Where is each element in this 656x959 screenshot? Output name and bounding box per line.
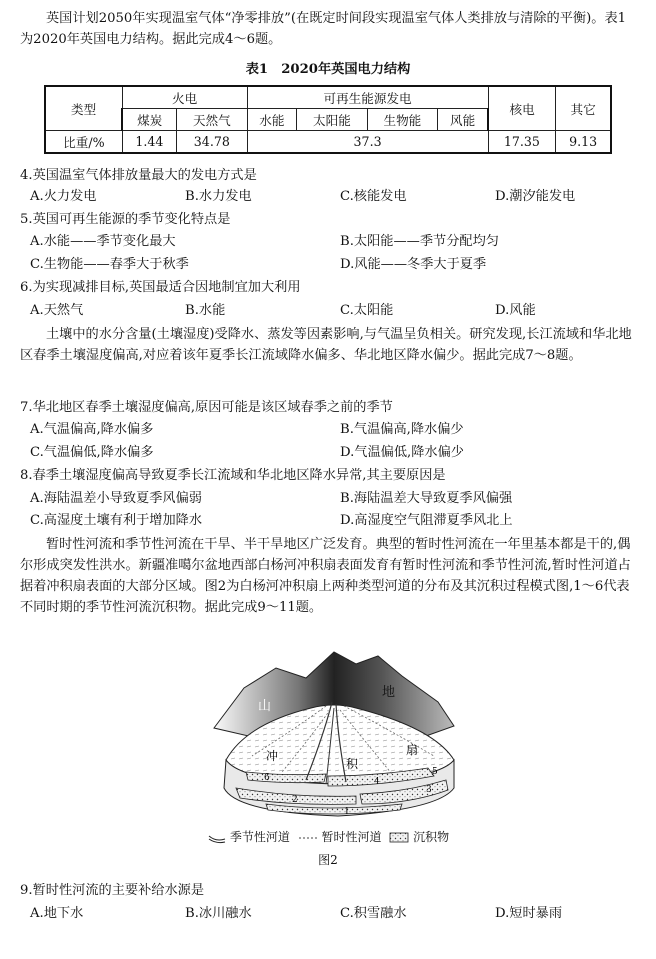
question-8-options-row2 bbox=[30, 510, 636, 531]
subheader-coal: 煤炭 bbox=[122, 109, 176, 131]
intro-passage-2: 土壤中的水分含量(土壤湿度)受降水、蒸发等因素影响,与气温呈负相关。研究发现,长江流域和华北地区春季土壤湿度偏高,对应着该年夏季长江流域降水偏多、华北地区降水偏少。据此完成7～8题。 bbox=[20, 327, 632, 363]
question-8-options-row1 bbox=[30, 488, 636, 509]
label-num-6: 6 bbox=[264, 773, 270, 783]
legend-seasonal-label: 季节性河道 bbox=[229, 830, 290, 844]
q6-option-a[interactable]: A.天然气 bbox=[30, 303, 84, 318]
question-4-stem: 4.英国温室气体排放量最大的发电方式是 bbox=[20, 168, 257, 183]
q5-option-b[interactable]: B.太阳能——季节分配均匀 bbox=[340, 234, 499, 249]
temporary-channel-legend-icon bbox=[298, 832, 318, 844]
label-shan: 山 bbox=[258, 699, 272, 714]
question-7-options-row1 bbox=[30, 419, 636, 440]
table-caption: 表1 2020年英国电力结构 bbox=[245, 62, 411, 77]
q5-option-d[interactable]: D.风能——冬季大于夏季 bbox=[340, 257, 487, 272]
question-6-stem: 6.为实现减排目标,英国最适合因地制宜加大利用 bbox=[20, 280, 301, 295]
sediment-legend-icon bbox=[389, 832, 409, 843]
label-num-5: 5 bbox=[432, 767, 438, 777]
q9-option-d[interactable]: D.短时暴雨 bbox=[495, 906, 563, 921]
q4-option-b[interactable]: B.水力发电 bbox=[185, 189, 252, 204]
header-renewable: 可再生能源发电 bbox=[247, 86, 488, 109]
subheader-hydro: 水能 bbox=[247, 109, 297, 131]
power-structure-table bbox=[44, 85, 612, 154]
question-6-options bbox=[30, 300, 636, 321]
intro-passage-1: 英国计划2050年实现温室气体“净零排放”(在既定时间段实现温室气体人类排放与清除的平衡)。表1为2020年英国电力结构。据此完成4～6题。 bbox=[20, 11, 627, 47]
row-label: 比重/% bbox=[45, 131, 122, 154]
alluvial-fan-diagram bbox=[206, 648, 462, 853]
question-9-options bbox=[30, 903, 636, 924]
question-5-stem: 5.英国可再生能源的季节变化特点是 bbox=[20, 212, 231, 227]
label-di: 地 bbox=[382, 685, 396, 700]
q4-option-c[interactable]: C.核能发电 bbox=[340, 189, 407, 204]
q9-option-a[interactable]: A.地下水 bbox=[30, 906, 84, 921]
q7-option-d[interactable]: D.气温偏低,降水偏少 bbox=[340, 445, 464, 460]
question-4-options bbox=[30, 186, 636, 207]
header-other: 其它 bbox=[556, 86, 611, 131]
q5-option-c[interactable]: C.生物能——春季大于秋季 bbox=[30, 257, 189, 272]
header-nuclear: 核电 bbox=[488, 86, 556, 131]
subheader-gas: 天然气 bbox=[177, 109, 247, 131]
q4-option-a[interactable]: A.火力发电 bbox=[30, 189, 97, 204]
legend-temp-label: 暂时性河道 bbox=[321, 830, 382, 844]
header-type: 类型 bbox=[45, 86, 122, 131]
label-ji: 积 bbox=[346, 757, 359, 771]
label-num-4: 4 bbox=[374, 777, 380, 787]
q8-option-d[interactable]: D.高湿度空气阻滞夏季风北上 bbox=[340, 513, 513, 528]
q4-option-d[interactable]: D.潮汐能发电 bbox=[495, 189, 576, 204]
intro-passage-3: 暂时性河流和季节性河流在干旱、半干旱地区广泛发育。典型的暂时性河流在一年里基本都是干的,偶尔形成突发性洪水。新疆准噶尔盆地西部白杨河冲积扇表面发育有暂时性河流和季节性河流,暂时性河道占据着冲积扇表面的大部分区域。图2为白杨河冲积扇上两种类型河道的分布及其沉积过程模式图,1～6代表不同时期的季节性河流沉积物。据此完成9～11题。 bbox=[20, 537, 631, 615]
q9-option-b[interactable]: B.冰川融水 bbox=[185, 906, 252, 921]
subheader-solar: 太阳能 bbox=[297, 109, 367, 131]
question-7-options-row2 bbox=[30, 442, 636, 463]
legend-sed-label: 沉积物 bbox=[413, 830, 450, 844]
cell-gas: 34.78 bbox=[177, 131, 247, 154]
question-9-stem: 9.暂时性河流的主要补给水源是 bbox=[20, 883, 205, 898]
label-num-2: 2 bbox=[292, 795, 298, 805]
q8-option-b[interactable]: B.海陆温差大导致夏季风偏强 bbox=[340, 491, 513, 506]
q5-option-a[interactable]: A.水能——季节变化最大 bbox=[30, 234, 176, 249]
cell-nuclear: 17.35 bbox=[488, 131, 556, 154]
question-8-stem: 8.春季土壤湿度偏高导致夏季长江流域和华北地区降水异常,其主要原因是 bbox=[20, 468, 446, 483]
figure-legend bbox=[208, 828, 508, 846]
cell-other: 9.13 bbox=[556, 131, 611, 154]
seasonal-channel-legend-icon bbox=[208, 832, 226, 844]
label-num-1: 1 bbox=[344, 807, 350, 817]
q8-option-c[interactable]: C.高湿度土壤有利于增加降水 bbox=[30, 513, 203, 528]
question-5-options-row2 bbox=[30, 254, 636, 275]
subheader-wind: 风能 bbox=[438, 109, 489, 131]
header-thermal: 火电 bbox=[122, 86, 247, 109]
cell-renewable: 37.3 bbox=[247, 131, 488, 154]
question-7-stem: 7.华北地区春季土壤湿度偏高,原因可能是该区域春季之前的季节 bbox=[20, 400, 393, 415]
label-shan2: 扇 bbox=[406, 743, 419, 757]
q9-option-c[interactable]: C.积雪融水 bbox=[340, 906, 407, 921]
label-num-3: 3 bbox=[426, 785, 432, 795]
question-5-options-row1 bbox=[30, 231, 636, 252]
q6-option-c[interactable]: C.太阳能 bbox=[340, 303, 394, 318]
figure-caption: 图2 bbox=[318, 853, 338, 867]
subheader-bio: 生物能 bbox=[367, 109, 437, 131]
q6-option-d[interactable]: D.风能 bbox=[495, 303, 536, 318]
q8-option-a[interactable]: A.海陆温差小导致夏季风偏弱 bbox=[30, 491, 202, 506]
q7-option-c[interactable]: C.气温偏低,降水偏多 bbox=[30, 445, 154, 460]
q7-option-b[interactable]: B.气温偏高,降水偏少 bbox=[340, 422, 464, 437]
q6-option-b[interactable]: B.水能 bbox=[185, 303, 226, 318]
q7-option-a[interactable]: A.气温偏高,降水偏多 bbox=[30, 422, 154, 437]
cell-coal: 1.44 bbox=[122, 131, 176, 154]
label-chong: 冲 bbox=[266, 749, 279, 763]
